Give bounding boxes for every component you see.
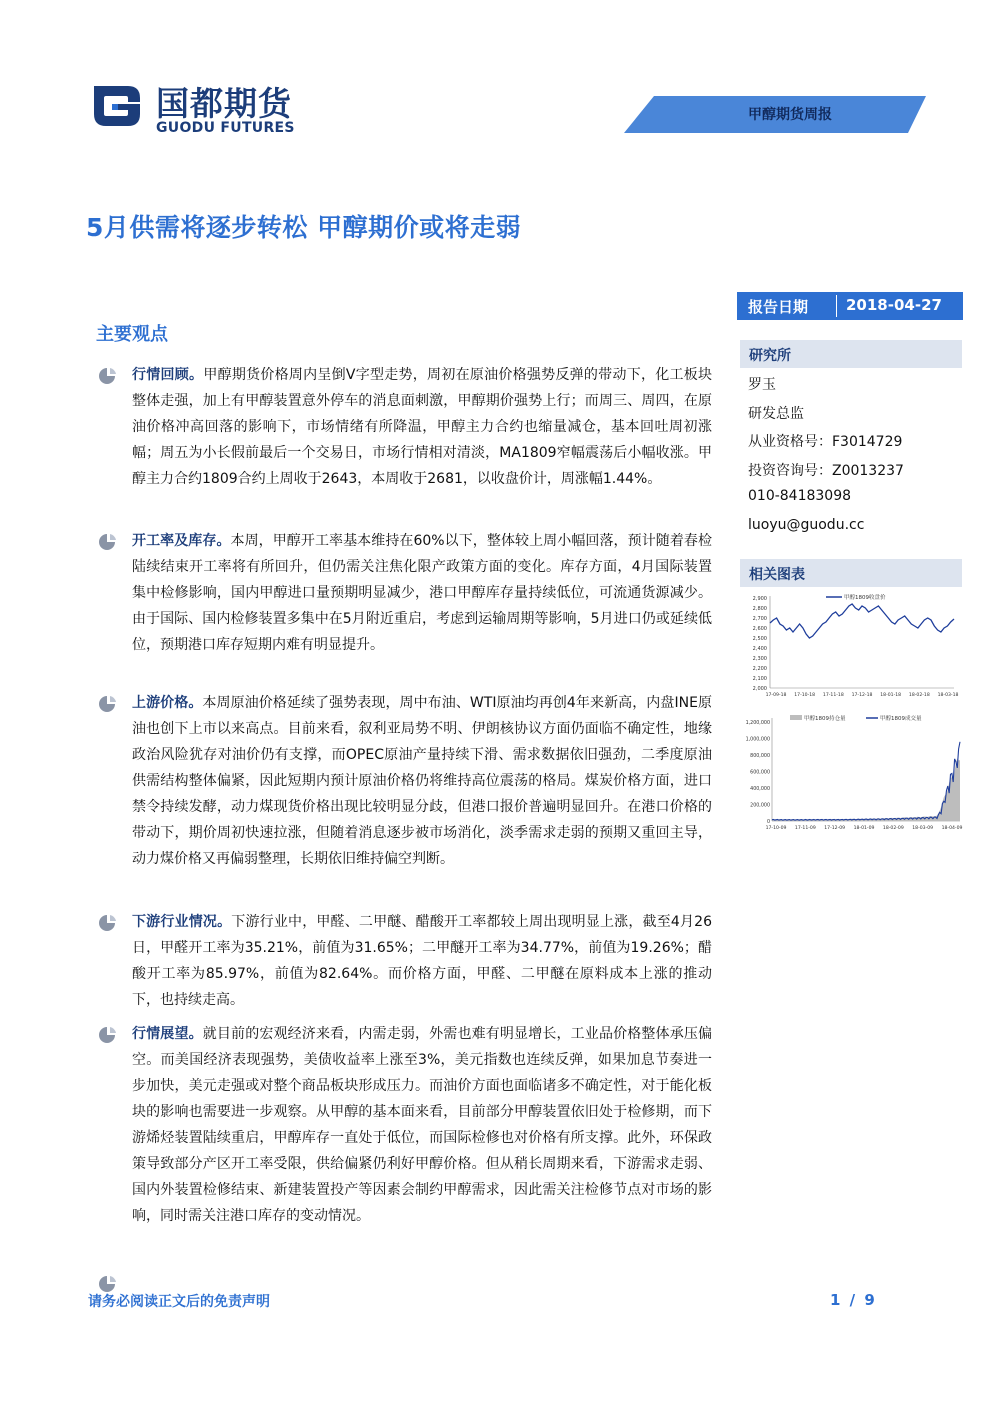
y-tick-label: 2,600 <box>752 626 767 632</box>
report-date-divider <box>836 295 837 317</box>
phone-number: 010-84183098 <box>748 488 852 504</box>
bullet-icon <box>96 694 118 714</box>
y-tick-label: 2,800 <box>752 606 767 612</box>
paragraph-body: 本周，甲醇开工率基本维持在60%以下，整体较上周小幅回落，预计随着春检陆续结束开工率将有所回升，但仍需关注焦化限产政策方面的变化。库存方面，4月国际装置集中检修影响，国内甲醇进口量预期明显减少，港口甲醇库存量持续低位，可流通货源减少。由于国际、国内检修装置多集中在5月附近重启，考虑到运输周期等影响，5月进口仍或延续低位，预期港口库存短期内难有明显提升。 <box>132 533 712 653</box>
bullet-icon <box>96 366 118 386</box>
y-tick-label: 2,100 <box>752 676 767 682</box>
qualification-number: 从业资格号：F3014729 <box>748 434 903 450</box>
x-tick-label: 18-01-18 <box>880 693 902 698</box>
y-tick-label: 2,300 <box>752 656 767 662</box>
open-interest-legend-label: 甲醇1809持仓量 <box>804 716 846 722</box>
x-tick-label: 18-02-09 <box>882 826 904 831</box>
paragraph-market-review <box>132 362 712 492</box>
y-tick-label: 400,000 <box>750 787 770 792</box>
paragraph-body: 就目前的宏观经济来看，内需走弱，外需也难有明显增长，工业品价格整体承压偏空。而美国经济表现强势，美债收益率上涨至3%，美元指数也连续反弹，如果加息节奏进一步加快，美元走强或对整个商品板块形成压力。而油价方面也面临诸多不确定性，对于能化板块的影响也需要进一步观察。从甲醇的基本面来看，目前部分甲醇装置依旧处于检修期，而下游烯烃装置陆续重启，甲醇库存一直处于低位，而国际检修也对价格有所支撑。此外，环保政策导致部分产区开工率受限，供给偏紧仍利好甲醇价格。但从稍长周期来看，下游需求走弱、国内外装置检修结束、新建装置投产等因素会制约甲醇需求，因此需关注检修节点对市场的影响，同时需关注港口库存的变动情况。 <box>132 1026 712 1224</box>
bullet-icon <box>96 913 118 933</box>
footer-disclaimer-link[interactable]: 请务必阅读正文后的免责声明 <box>88 1294 270 1310</box>
y-tick-label: 2,200 <box>752 666 767 672</box>
paragraph-downstream-industry <box>132 909 712 1013</box>
price-series-line <box>770 604 954 638</box>
y-tick-label: 2,500 <box>752 636 767 642</box>
paragraph-heading: 行情回顾。 <box>132 367 204 383</box>
paragraph-heading: 开工率及库存。 <box>132 533 231 549</box>
x-tick-label: 18-03-18 <box>937 693 959 698</box>
price-line-chart <box>738 590 964 702</box>
paragraph-heading: 下游行业情况。 <box>132 914 232 930</box>
y-tick-label: 2,400 <box>752 646 767 652</box>
paragraph-heading: 上游价格。 <box>132 695 203 711</box>
volume-series-line <box>772 742 960 820</box>
x-tick-label: 18-01-09 <box>853 826 875 831</box>
paragraph-body: 下游行业中，甲醛、二甲醚、醋酸开工率都较上周出现明显上涨，截至4月26日，甲醛开工率为35.21%，前值为31.65%；二甲醚开工率为34.77%，前值为19.26%；醋酸开工率为85.97%，前值为82.64%。而价格方面，甲醛、二甲醚在原料成本上涨的推动下，也持续走高。 <box>132 914 712 1008</box>
institute-label: 研究所 <box>749 348 791 364</box>
paragraph-body: 甲醇期货价格周内呈倒V字型走势，周初在原油价格强势反弹的带动下，化工板块整体走强，加上有甲醇装置意外停车的消息面刺激，甲醇期价强势上行；而周三、周四，在原油价格冲高回落的影响下，市场情绪有所降温，甲醇主力合约也缩量减仓，基本回吐周初涨幅；周五为小长假前最后一个交易日，市场行情相对清淡，MA1809窄幅震荡后小幅收涨。甲醇主力合约1809合约上周收于2643，本周收于2681，以收盘价计，周涨幅1.44%。 <box>132 367 713 487</box>
x-tick-label: 18-04-09 <box>941 826 963 831</box>
open-interest-area <box>772 759 960 822</box>
price-legend-label: 甲醇1809收盘价 <box>844 595 886 601</box>
charts-label: 相关图表 <box>749 567 805 583</box>
open-interest-legend-swatch <box>790 715 802 720</box>
x-tick-label: 17-09-18 <box>765 693 787 698</box>
x-tick-label: 17-10-18 <box>794 693 816 698</box>
charts-header <box>740 559 962 587</box>
x-tick-label: 17-10-09 <box>765 826 787 831</box>
volume-area-chart <box>738 710 964 834</box>
logo-english-name: GUODU FUTURES <box>156 120 295 136</box>
email-address[interactable]: luoyu@guodu.cc <box>748 517 865 533</box>
paragraph-outlook <box>132 1021 712 1229</box>
bullet-icon <box>96 1025 118 1045</box>
paragraph-heading: 行情展望。 <box>132 1026 203 1042</box>
report-date-label: 报告日期 <box>748 298 809 316</box>
institute-header <box>740 340 962 368</box>
paragraph-upstream-prices <box>132 690 712 872</box>
analyst-title: 研发总监 <box>748 406 804 422</box>
x-tick-label: 17-12-09 <box>824 826 846 831</box>
y-tick-label: 1,200,000 <box>745 721 770 726</box>
x-tick-label: 18-02-18 <box>908 693 930 698</box>
y-tick-label: 2,700 <box>752 616 767 622</box>
x-tick-label: 17-12-18 <box>851 693 873 698</box>
x-tick-label: 18-03-09 <box>912 826 934 831</box>
y-tick-label: 2,000 <box>752 686 767 692</box>
y-tick-label: 200,000 <box>750 803 770 809</box>
y-tick-label: 2,900 <box>752 596 767 602</box>
report-date-value: 2018-04-27 <box>846 296 942 314</box>
consulting-number: 投资咨询号：Z0013237 <box>748 463 904 479</box>
paragraph-body: 本周原油价格延续了强势表现，周中布油、WTI原油均再创4年来新高，内盘INE原油也创下上市以来高点。目前来看，叙利亚局势不明、伊朗核协议方面仍面临不确定性，地缘政治风险犹存对油价仍有支撑，而OPEC原油产量持续下滑、需求数据依旧强劲，二季度原油供需结构整体偏紧，因此短期内预计原油价格仍将维持高位震荡的格局。煤炭价格方面，进口禁令持续发酵，动力煤现货价格出现比较明显分歧，但港口报价普遍明显回升。在港口价格的带动下，期价周初快速拉涨，但随着消息逐步被市场消化，淡季需求走弱的预期又重回主导，动力煤价格又再偏弱整理，长期依旧维持偏空判断。 <box>132 695 712 867</box>
y-tick-label: 1,000,000 <box>745 737 770 743</box>
bullet-icon <box>96 532 118 552</box>
volume-legend-label: 甲醇1809成交量 <box>880 716 922 722</box>
section-title-main-views: 主要观点 <box>96 324 168 345</box>
analyst-name: 罗玉 <box>748 377 776 393</box>
y-tick-label: 800,000 <box>750 754 770 759</box>
paragraph-operating-rate-inventory <box>132 528 712 658</box>
x-tick-label: 17-11-09 <box>794 826 816 831</box>
report-title: 5月供需将逐步转松 甲醇期价或将走弱 <box>86 213 522 242</box>
logo-chinese-name: 国都期货 <box>156 84 292 123</box>
report-type-label: 甲醇期货周报 <box>748 107 832 123</box>
guodu-logo-icon <box>88 80 148 130</box>
y-tick-label: 0 <box>766 820 770 825</box>
x-tick-label: 17-11-18 <box>822 693 844 698</box>
page-number: 1 / 9 <box>830 1291 877 1309</box>
y-tick-label: 600,000 <box>750 770 770 776</box>
